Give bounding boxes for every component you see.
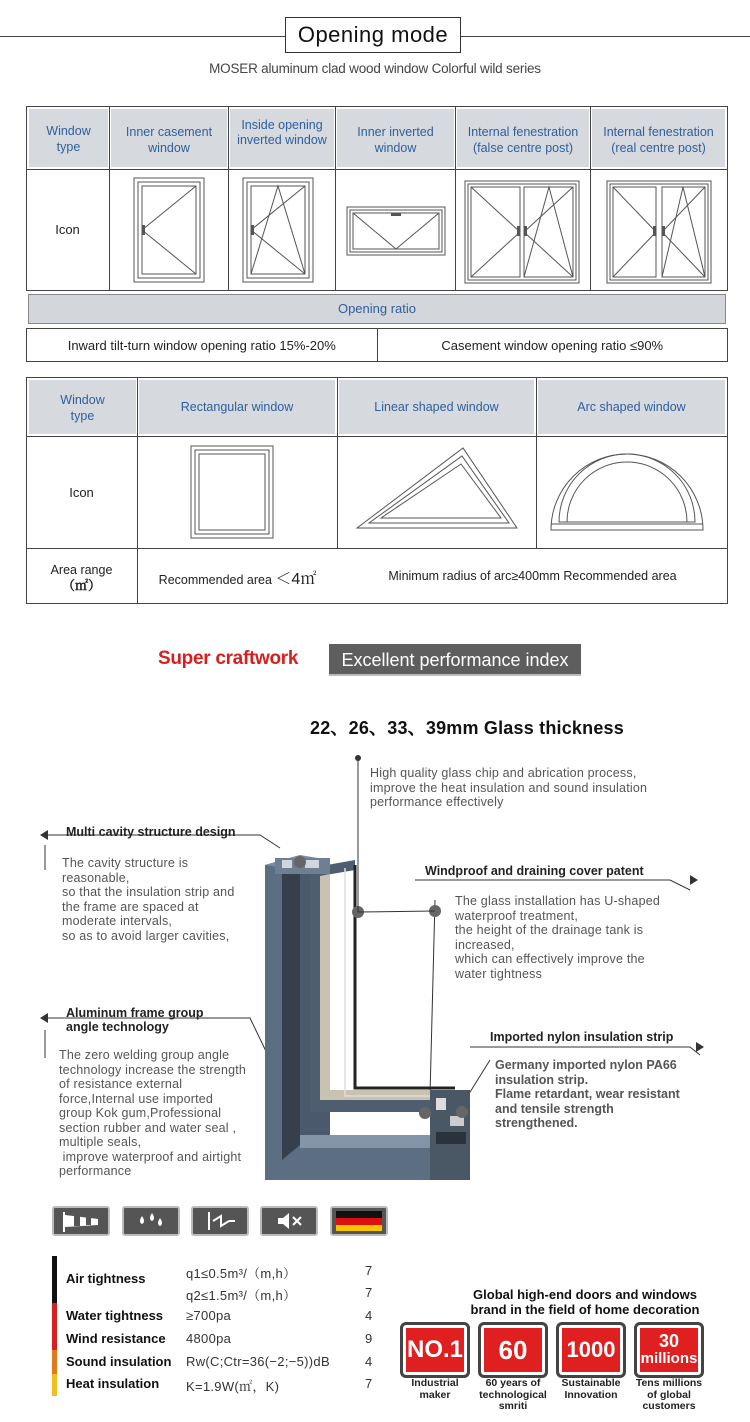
- air-tightness-score-2: 7: [365, 1285, 373, 1300]
- wind-resistance-value: 4800pa: [186, 1331, 232, 1346]
- cap-no1-2: maker: [419, 1388, 451, 1401]
- glass-thickness-title: 22、26、33、39mm Glass thickness: [310, 718, 624, 738]
- page-title: Opening mode: [285, 17, 461, 53]
- aluminum-title-1: Aluminum frame group: [66, 1006, 204, 1020]
- real-centre-post-window-icon: [606, 180, 712, 284]
- t1-header-inner-inverted: [337, 109, 454, 167]
- perf-bar-orange: [52, 1350, 57, 1374]
- badge-no1: NO.1: [400, 1322, 470, 1378]
- t2-col0-header: Window type: [60, 393, 105, 423]
- cavity-line-5: moderate intervals,: [62, 914, 173, 928]
- linear-shaped-window-icon: [355, 446, 519, 530]
- t1-header-inner-casement: [111, 109, 227, 167]
- water-tightness-value: ≥700pa: [186, 1308, 232, 1323]
- water-tightness-score: 4: [365, 1308, 373, 1323]
- brand-title-1: Global high-end doors and windows: [473, 1287, 697, 1302]
- inside-opening-inverted-window-icon: [242, 177, 314, 283]
- perf-bar-red: [52, 1303, 57, 1350]
- ratio-tilt-turn: Inward tilt-turn window opening ratio 15%-20%: [27, 329, 378, 361]
- perf-bar-yellow: [52, 1374, 57, 1396]
- area-range-unit: （㎡）: [61, 578, 101, 593]
- cavity-line-4: the frame are spaced at: [62, 899, 199, 914]
- area-arc-linear: Minimum radius of arc≥400mm Recommended area: [388, 569, 677, 583]
- pressure-icon: [191, 1206, 249, 1236]
- wind-resistance-score: 9: [365, 1331, 373, 1346]
- heat-insulation-label: Heat insulation: [66, 1376, 160, 1391]
- german-flag-icon: [330, 1206, 388, 1236]
- t1-row-divider: [26, 169, 728, 170]
- area-rect-value: ＜4㎡: [275, 571, 317, 588]
- heat-insulation-value: K=1.9W(㎡，K): [186, 1379, 280, 1394]
- t2-row-divider-1: [26, 436, 728, 437]
- t2-col-divider-3: [536, 377, 537, 549]
- aluminum-title-2: angle technology: [66, 1020, 169, 1034]
- brand-title-2: brand in the field of home decoration: [470, 1302, 700, 1317]
- glass-note: [370, 766, 647, 810]
- arc-shaped-window-icon: [549, 452, 705, 532]
- inner-inverted-window-icon: [346, 206, 446, 256]
- nylon-line-2: insulation strip.: [495, 1072, 589, 1087]
- cavity-line-2: reasonable,: [62, 870, 130, 885]
- nylon-title: Imported nylon insulation strip: [490, 1030, 674, 1044]
- water-tightness-label: Water tightness: [66, 1308, 164, 1323]
- cap-30-3: customers: [642, 1400, 696, 1412]
- alu-line-8: improve waterproof and airtight: [59, 1149, 242, 1164]
- air-tightness-q2: q2≤1.5m³/（m,h）: [186, 1288, 297, 1303]
- wind-line-3: the height of the drainage tank is: [455, 923, 644, 937]
- alu-line-6: section rubber and water seal ,: [59, 1120, 237, 1135]
- mute-icon: [260, 1206, 318, 1236]
- t1-col-divider-1: [109, 106, 110, 291]
- t2-header-rectangular: Rectangular window: [139, 380, 335, 434]
- windsock-icon: [52, 1206, 110, 1236]
- badge-30-number: 30: [658, 1331, 680, 1351]
- wind-line-1: The glass installation has U-shaped: [455, 894, 661, 908]
- t1-header-real-centre: [592, 109, 725, 167]
- badge-30-millions: [634, 1322, 704, 1378]
- alu-line-7: multiple seals,: [59, 1135, 142, 1149]
- air-tightness-label: Air tightness: [66, 1271, 146, 1286]
- cap-30-2: of global: [647, 1388, 691, 1401]
- sound-insulation-value: Rw(C;Ctr=36(−2;−5))dB: [186, 1354, 330, 1369]
- glass-note-line-1: High quality glass chip and abrication process,: [370, 766, 637, 780]
- water-drops-icon: [122, 1206, 180, 1236]
- t1-header-window-type: [29, 109, 108, 167]
- badge-caption-60: [473, 1378, 553, 1413]
- cavity-title: Multi cavity structure design: [66, 825, 236, 839]
- air-tightness-score-1: 7: [365, 1263, 373, 1278]
- t1-header-inside-opening: [230, 109, 334, 167]
- alu-line-4: force,Internal use imported: [59, 1091, 214, 1106]
- perf-bar-black: [52, 1256, 57, 1303]
- wind-line-6: water tightness: [455, 966, 543, 981]
- area-rectangular: [138, 566, 337, 589]
- nylon-line-1: Germany imported nylon PA66: [495, 1058, 677, 1072]
- title-rule-right: [461, 36, 750, 37]
- badge-1000: 1000: [556, 1322, 626, 1378]
- area-range-text: Area range: [50, 563, 113, 577]
- t2-row-label: Icon: [69, 485, 94, 500]
- glass-note-line-3: performance effectively: [370, 795, 504, 809]
- alu-line-2: technology increase the strength: [59, 1062, 247, 1077]
- cap-no1-1: Industrial: [411, 1377, 459, 1389]
- t2-header-window-type: [29, 380, 136, 434]
- opening-ratio-row: [26, 328, 728, 362]
- page-subtitle: MOSER aluminum clad wood window Colorful wild series: [209, 61, 541, 76]
- cavity-line-6: so as to avoid larger cavities,: [62, 928, 230, 943]
- cap-30-1: Tens millions: [635, 1377, 703, 1389]
- badge-60: 60: [478, 1322, 548, 1378]
- nylon-line-5: strengthened.: [495, 1116, 578, 1130]
- t2-header-linear: Linear shaped window: [339, 380, 534, 434]
- area-range-label: [26, 562, 137, 594]
- alu-line-9: performance: [59, 1164, 132, 1178]
- cap-60-1: 60 years of: [485, 1377, 541, 1389]
- super-craftwork-heading: Super craftwork: [158, 648, 299, 669]
- area-rect-text: Recommended area: [158, 573, 272, 587]
- wind-line-5: which can effectively improve the: [455, 952, 645, 966]
- wind-resistance-label: Wind resistance: [66, 1331, 166, 1346]
- cavity-line-1: The cavity structure is: [62, 856, 189, 870]
- windproof-title: Windproof and draining cover patent: [425, 864, 644, 878]
- rectangular-window-icon: [190, 445, 274, 539]
- aluminum-note: [59, 1048, 246, 1179]
- brand-title: [440, 1287, 730, 1317]
- t1-row-label: Icon: [55, 222, 80, 237]
- t1-header-false-centre: [457, 109, 589, 167]
- t1-col4-header: Internal fenestration (false centre post): [467, 125, 579, 155]
- sound-insulation-label: Sound insulation: [66, 1354, 172, 1369]
- nylon-line-4: and tensile strength: [495, 1101, 614, 1116]
- cap-1000-1: Sustainable: [561, 1377, 621, 1389]
- badge-caption-1000: [551, 1378, 631, 1401]
- aluminum-title: [66, 1006, 204, 1034]
- windproof-note: [455, 894, 660, 981]
- wind-line-2: waterproof treatment,: [455, 908, 579, 923]
- badge-caption-no1: [395, 1378, 475, 1401]
- title-rule-left: [0, 36, 285, 37]
- t1-col-divider-4: [455, 106, 456, 291]
- heat-insulation-score: 7: [365, 1376, 373, 1391]
- inner-casement-window-icon: [133, 177, 205, 283]
- t1-col0-header: Window type: [46, 124, 91, 154]
- t1-col5-header: Internal fenestration (real centre post): [603, 125, 714, 155]
- cap-60-2: technological: [479, 1388, 547, 1401]
- glass-note-line-2: improve the heat insulation and sound insulation: [370, 780, 648, 795]
- alu-line-1: The zero welding group angle: [59, 1048, 230, 1062]
- alu-line-3: of resistance external: [59, 1077, 183, 1091]
- false-centre-post-window-icon: [464, 180, 580, 284]
- alu-line-5: group Kok gum,Professional: [59, 1106, 222, 1120]
- cavity-line-3: so that the insulation strip and: [62, 885, 235, 899]
- cap-60-3: smriti: [498, 1400, 528, 1412]
- t1-col2-header: Inside opening inverted window: [237, 118, 327, 147]
- badge-30-unit: millions: [640, 1350, 698, 1367]
- ratio-casement: Casement window opening ratio ≤90%: [441, 338, 664, 353]
- sound-insulation-score: 4: [365, 1354, 373, 1369]
- t1-col3-header: Inner inverted window: [357, 125, 434, 155]
- t1-col1-header: Inner casement window: [125, 125, 213, 155]
- air-tightness-q1: q1≤0.5m³/（m,h）: [186, 1266, 297, 1281]
- opening-ratio-bar: Opening ratio: [28, 294, 726, 324]
- t1-col-divider-5: [590, 106, 591, 291]
- cavity-note: [62, 856, 234, 943]
- t1-col-divider-3: [335, 106, 336, 291]
- t2-row-divider-2: [26, 548, 728, 549]
- t2-header-arc: Arc shaped window: [538, 380, 725, 434]
- t1-col-divider-2: [228, 106, 229, 291]
- cap-1000-2: Innovation: [564, 1388, 618, 1401]
- t2-col-divider-2: [337, 377, 338, 549]
- performance-index-heading: Excellent performance index: [329, 644, 581, 676]
- wind-line-4: increased,: [455, 937, 515, 952]
- nylon-line-3: Flame retardant, wear resistant: [495, 1087, 680, 1101]
- nylon-note: [495, 1058, 680, 1131]
- badge-caption-30: [629, 1378, 709, 1413]
